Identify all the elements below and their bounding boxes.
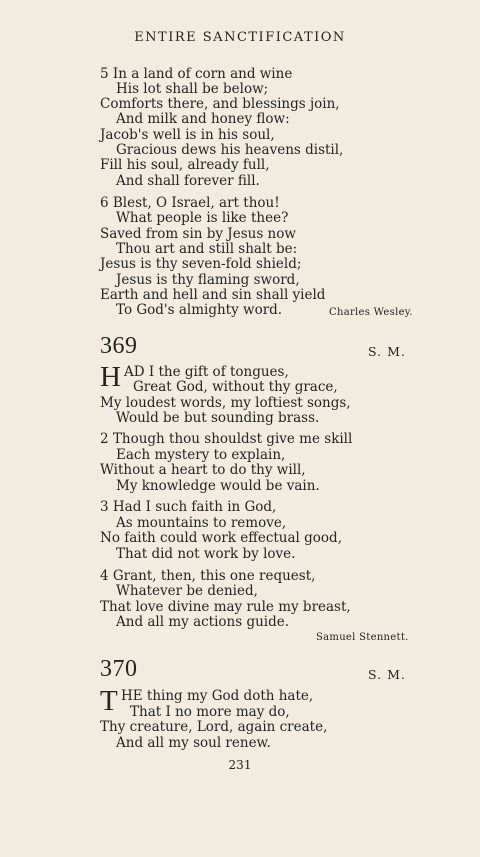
verse-line: What people is like thee?: [116, 210, 289, 226]
page-number: 231: [228, 758, 252, 772]
verse-line: Great God, without thy grace,: [133, 379, 338, 395]
hymn-number: 369: [100, 333, 138, 359]
verse-line: That did not work by love.: [116, 546, 296, 562]
drop-cap: T: [100, 685, 118, 717]
author-attribution: Charles Wesley.: [329, 307, 413, 318]
verse-line: 5 In a land of corn and wine: [100, 66, 293, 82]
verse-line: Jacob's well is in his soul,: [100, 127, 275, 143]
verse-line: Comforts there, and blessings join,: [100, 96, 340, 112]
verse-line: Jesus is thy seven-fold shield;: [100, 256, 302, 272]
verse-line: 2 Though thou shouldst give me skill: [100, 431, 353, 447]
verse-line: Each mystery to explain,: [116, 447, 286, 463]
verse-line: Fill his soul, already full,: [100, 157, 270, 173]
verse-line: Would be but sounding brass.: [116, 410, 320, 426]
verse-line: His lot shall be below;: [116, 81, 269, 97]
drop-cap: H: [100, 361, 121, 393]
author-attribution: Samuel Stennett.: [316, 632, 409, 643]
verse-line: Jesus is thy flaming sword,: [116, 272, 300, 288]
verse-line: Whatever be denied,: [116, 583, 258, 599]
hymn-number: 370: [100, 656, 138, 682]
verse-line: My loudest words, my loftiest songs,: [100, 395, 351, 411]
verse-line: And milk and honey flow:: [116, 111, 290, 127]
verse-line: Earth and hell and sin shall yield: [100, 287, 326, 303]
verse-line: Thou art and still shalt be:: [116, 241, 298, 257]
verse-line: 3 Had I such faith in God,: [100, 499, 277, 515]
verse-line: As mountains to remove,: [116, 515, 287, 531]
verse-line: And shall forever fill.: [116, 173, 260, 189]
verse-line: That love divine may rule my breast,: [100, 599, 351, 615]
verse-line: My knowledge would be vain.: [116, 478, 320, 494]
verse-line: Thy creature, Lord, again create,: [100, 719, 328, 735]
verse-line: AD I the gift of tongues,: [124, 364, 289, 380]
verse-line: 6 Blest, O Israel, art thou!: [100, 195, 280, 211]
verse-line: HE thing my God doth hate,: [121, 688, 314, 704]
hymn-meter: S. M.: [368, 667, 406, 682]
verse-line: And all my actions guide.: [116, 614, 290, 630]
verse-line: That I no more may do,: [130, 704, 290, 720]
verse-line: And all my soul renew.: [116, 735, 271, 751]
verse-line: To God's almighty word.: [116, 302, 283, 318]
verse-line: Saved from sin by Jesus now: [100, 226, 296, 242]
verse-line: Without a heart to do thy will,: [100, 462, 306, 478]
verse-line: 4 Grant, then, this one request,: [100, 568, 316, 584]
running-title: ENTIRE SANCTIFICATION: [134, 30, 346, 45]
verse-line: No faith could work effectual good,: [100, 530, 342, 546]
verse-line: Gracious dews his heavens distil,: [116, 142, 344, 158]
hymn-meter: S. M.: [368, 344, 406, 359]
